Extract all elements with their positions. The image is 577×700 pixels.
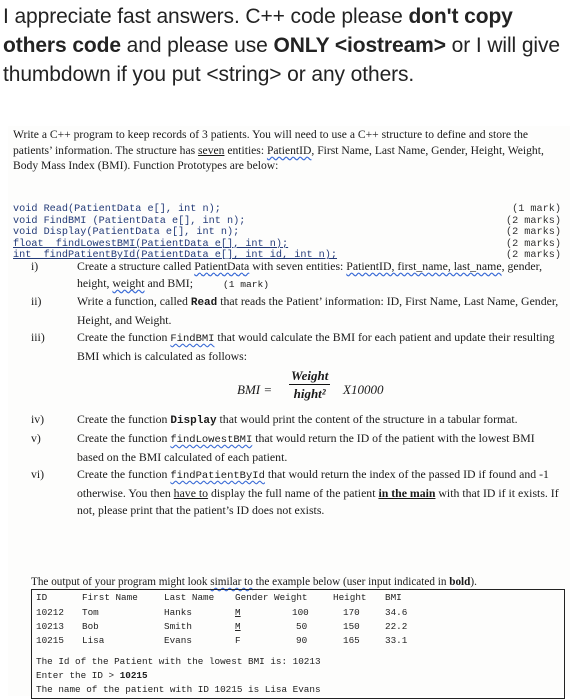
task-item-v: v) Create the function findLowestBMI that would return the ID of the patient with the lowest BMI based on the BMI calculated of each patient.: [31, 431, 535, 464]
marks-label: (2 marks): [505, 250, 561, 262]
task-item-ii: ii) Write a function, called Read that reads the Patient’ information: ID, First Name, Last Name, Gender, Height, and Weight.: [31, 294, 559, 327]
task-item-iv: iv) Create the function Display that would print the content of the structure in a tabular format.: [31, 412, 518, 427]
header-bold-only: ONLY <iostream>: [273, 34, 446, 57]
prototype-display: void Display(PatientData e[], int n); (2 marks): [13, 227, 561, 239]
function-prototypes: [13, 204, 563, 262]
sample-output-box: [31, 589, 565, 699]
bmi-formula: BMI = Weight hight² X10000: [237, 368, 384, 401]
task-item-i: i) Create a structure called PatientData with seven entities: PatientID, first_name, last_name, gender, height, weight and BMI; (1 mark): [31, 259, 543, 290]
prototype-findlowestbmi: float findLowestBMI(PatientData e[], int n); (2 marks): [13, 238, 561, 250]
header-text: I appreciate fast answers. C++ code please: [3, 5, 409, 28]
patient-id-term: PatientID: [266, 143, 312, 157]
formula-fraction: Weight hight²: [291, 368, 329, 401]
marks-label: (2 marks): [505, 238, 561, 250]
task-list: [13, 258, 563, 519]
header-text: or I will give thumbdown if you put <string> or any others.: [3, 34, 560, 86]
marks-label: (1 mark): [223, 279, 270, 290]
table-header-row: ID First Name Last Name Gender Weight Height BMI: [36, 592, 402, 603]
header-bold-copy: don't copy others code: [3, 5, 513, 57]
prototype-read: void Read(PatientData e[], int n); (1 mark): [13, 204, 561, 215]
prototype-findpatientbyid: int findPatientById(PatientData e[], int id, int n); (2 marks): [13, 250, 561, 262]
underlined-seven: seven: [198, 143, 225, 157]
task-item-iii: iii) Create the function FindBMI that would calculate the BMI for each patient and update their resulting BMI which is calculated as follows:: [31, 330, 555, 363]
enter-id-line: Enter the ID > 10215: [36, 670, 148, 681]
marks-label: (2 marks): [505, 215, 561, 227]
marks-label: (1 mark): [512, 204, 561, 215]
prototype-findbmi: void FindBMI (PatientData e[], int n); (2 marks): [13, 215, 561, 227]
question-header: [0, 0, 577, 89]
patient-name-line: The name of the patient with ID 10215 is Lisa Evans: [36, 684, 321, 695]
sample-output-section: [31, 575, 565, 699]
table-row: 10215 Lisa Evans F 90 165 33.1: [36, 635, 408, 646]
marks-label: (2 marks): [505, 227, 561, 239]
sample-output-caption: The output of your program might look similar to the example below (user input indicated in bold).: [31, 576, 477, 588]
table-row: 10213 Bob Smith M 50 150 22.2: [36, 621, 408, 632]
assignment-sheet: [8, 126, 570, 696]
lowest-bmi-line: The Id of the Patient with the lowest BMI is: 10213: [36, 656, 321, 667]
header-text: and please use: [120, 34, 274, 57]
user-input-id: 10215: [119, 670, 148, 681]
intro-paragraph: Write a C++ program to keep records of 3 patients. You will need to use a C++ structure to define and store the patients’ information. The structure has seven entities: PatientID, First Name, Last Name, Gender, Height, Weight, Body Mass Index (BMI). Function Prototypes are below:: [13, 128, 544, 173]
table-row: 10212 Tom Hanks M 100 170 34.6: [36, 607, 408, 618]
task-item-vi: vi) Create the function findPatientById that would return the index of the passed ID if found and -1 otherwise. You then have to display the full name of the patient in the main with that ID if it exists. If not, please print that the patient’s ID does not exists.: [31, 467, 559, 517]
